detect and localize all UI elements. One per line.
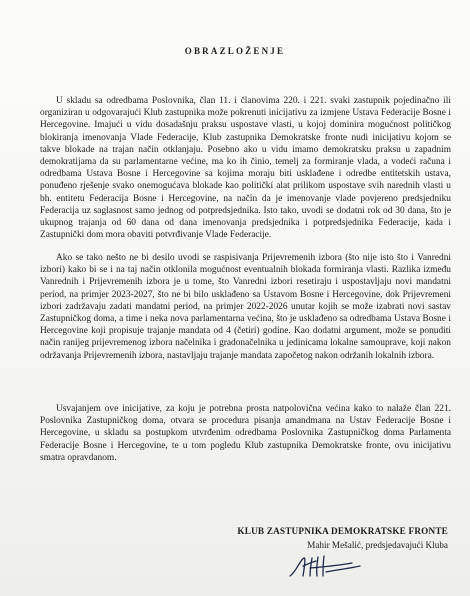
paragraph-3: Usvajanjem ove inicijative, za koju je potrebna prosta natpolovična većina kako to nalaže član 221. Poslovnika Zastupničkog doma, otvara se procedura pisanja amandmana na Ustav Federacije Bosne i Hercegovine, u skladu sa postupkom utvrđenim odredbama Poslovnika Zastupničkog doma Parlamenta Federacije Bosne i Hercegovine, te u tom pogledu Klub zastupnika Demokratske fronte, ovu inicijativu smatra opravdanom. (40, 404, 451, 463)
handwritten-signature-icon (286, 552, 366, 582)
paragraph-2: Ako se tako nešto ne bi desilo uvodi se raspisivanja Prijevremenih izbora (što nije isto što i Vanredni izbori) kako bi se i na taj način otklonila mogućnost eventualnih blokada formiranja vlasti. Razlika između Vanrednih i Prijevremenih izbora je u tome, što Vanredni izbori resetiraju i uspostavljaju novi mandatni period, na primjer 2023-2027, što ne bi bilo usklađeno sa Ustavom Bosne i Hercegovine, dok Prijevremeni izbori zadržavaju zadati mandatni period, na primjer 2022-2026 unutar kojih se može izabrati novi sastav Zastupničkog doma, a time i neka nova parlamentarna većina, što je usklađeno sa odredbama Ustava Bosne i Hercegovine koji propisuje trajanje mandata od 4 (četiri) godine. Kao dodatni argument, može se ponuditi način ranijeg prijevremenog izbora načelnika i gradonačelnika u jedinicama lokalne samouprave, koji nakon održavanja Prijevremenih izbora, nastavljaju trajanje mandata započetog nakon održanih lokalnih izbora. (40, 253, 451, 361)
signatory-organization: KLUB ZASTUPNIKA DEMOKRATSKE FRONTE (237, 526, 448, 536)
document-title: OBRAZLOŽENJE (184, 46, 286, 56)
signatory-name: Mahir Mešalić, predsjedavajući Kluba (307, 540, 448, 550)
paragraph-1: U skladu sa odredbama Poslovnika, član 11. i članovima 220. i 221. svaki zastupnik pojedinačno ili organiziran u odgovarajući Klub zastupnika može pokrenuti inicijativu za izmjene Ustava Federacije Bosne i Hercegovine. Imajući u vidu dosadašnju praksu uspostave vlasti, u kojoj dominira mogućnost političkog blokiranja imenovanja Vlade Federacije, Klub zastupnika Demokratske fronte nudi inicijativu kojom se takve blokade na trajan način otklanjaju. Posebno ako u vidu imamo demokratsku praksu u zapadnim demokratijama da su parlamentarne većine, ma ko ih činio, temelj za formiranje vlada, a vodeći računa i odredbama Ustava Bosne i Hercegovine sa kojima moraju biti usklađene i odredbe entitetskih ustava, ponuđeno rješenje svako onemogućava blokade kao političkí alat prilikom uspostave svih narednih vlasti u bh. entitetu Federacija Bosne i Hercegovine, na način da je imenovanje vlade povjereno predsjedniku Federacija uz saglasnost samo jednog od potpredsjednika. Isto tako, uvodi se dodatni rok od 30 dana, što je ukupnog trajanja od 60 dana od dana imenovanja predsjednika i potpredsjednika Federacije, kada i Zastupnički dom mora obaviti potvrđivanje Vlade Federacije. (40, 96, 451, 241)
